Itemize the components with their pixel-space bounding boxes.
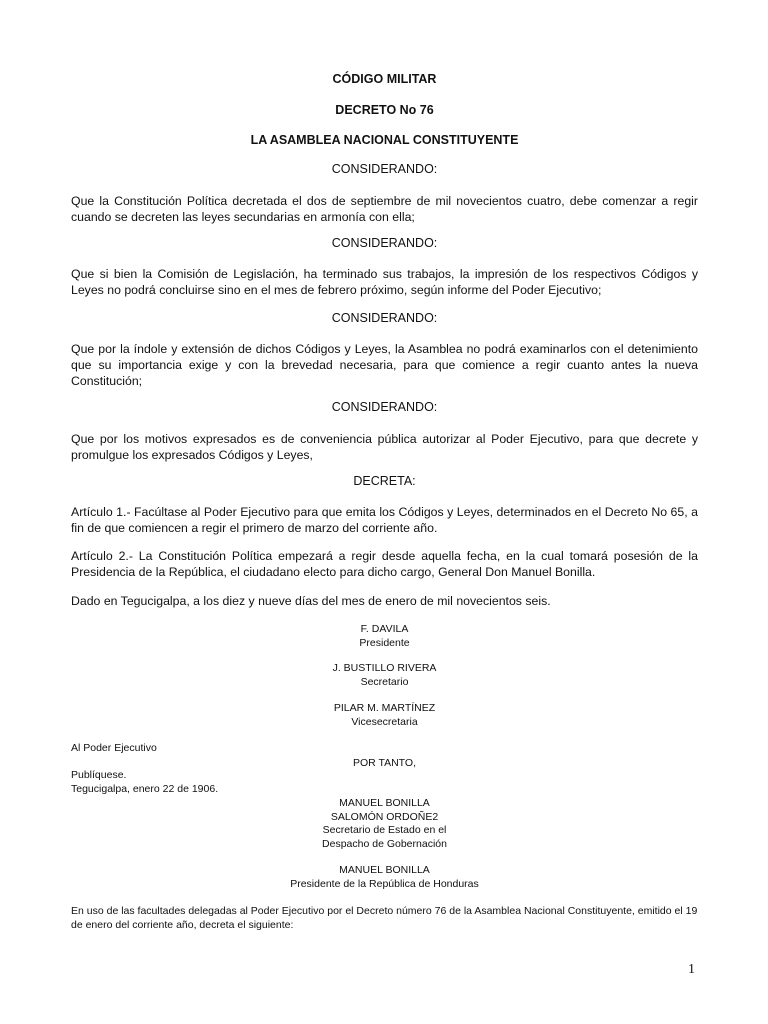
considerando-heading: CONSIDERANDO: [331,311,438,325]
signatory-role: Vicesecretaria [351,715,418,728]
document-title: CÓDIGO MILITAR [332,72,437,86]
signature-block [71,623,698,650]
article-paragraph: Artículo 1.- Facúltase al Poder Ejecutivo para que emita los Códigos y Leyes, determinados en el Decreto No 65, a fin de que comiencen a regir el primero de marzo del corriente año. [71,505,698,535]
considerando-heading: CONSIDERANDO: [331,236,438,250]
considerando-paragraph: Que la Constitución Política decretada el dos de septiembre de mil novecientos cuatro, debe comenzar a regir cuando se decreten las leyes secundarias en armonía con ella; [71,194,698,224]
minister-role: Secretario de Estado en el [322,824,447,836]
closing-paragraph: En uso de las facultades delegadas al Poder Ejecutivo por el Decreto número 76 de la Asamblea Nacional Constituyente, emitido el 19 de enero del corriente año, decreta el siguiente: [71,905,698,931]
considerando-paragraph: Que por la índole y extensión de dichos Códigos y Leyes, la Asamblea no podrá examinarlos con el detenimiento que su importancia exige y con la brevedad necesaria, para que comience a regir cuanto antes la nueva Constitución; [71,342,698,388]
signatory-name: MANUEL BONILLA [339,797,430,809]
page-number: 1 [688,962,695,977]
por-tanto-line [71,757,698,771]
signature-block [71,662,698,689]
al-poder-line: Al Poder Ejecutivo [71,742,157,754]
considerando-heading: CONSIDERANDO: [331,162,438,176]
considerando-heading: CONSIDERANDO: [331,400,438,414]
executive-signature-block [71,797,698,851]
por-tanto-text: POR TANTO, [352,757,416,769]
publiquese-line: Publíquese. [71,769,127,781]
considerando-paragraph: Que si bien la Comisión de Legislación, ha terminado sus trabajos, la impresión de los respectivos Códigos y Leyes no podrá concluirse sino en el mes de febrero próximo, según informe del Poder Ejecutivo; [71,267,698,297]
dado-paragraph: Dado en Tegucigalpa, a los diez y nueve días del mes de enero de mil novecientos seis. [71,594,551,608]
signatory-name: MANUEL BONILLA [339,864,430,876]
decreta-heading: DECRETA: [353,474,416,488]
signatory-role: Presidente de la República de Honduras [290,877,479,890]
article-paragraph: Artículo 2.- La Constitución Política empezará a regir desde aquella fecha, en la cual tomará posesión de la Presidencia de la República, el ciudadano electo para dicho cargo, General Don Manuel Bonilla. [71,549,698,579]
minister-role: Despacho de Gobernación [322,837,447,850]
issuer-heading: LA ASAMBLEA NACIONAL CONSTITUYENTE [250,133,519,147]
signatory-name: F. DAVILA [360,623,409,635]
considerando-paragraph: Que por los motivos expresados es de conveniencia pública autorizar al Poder Ejecutivo, para que decrete y promulgue los expresados Códigos y Leyes, [71,432,698,462]
signatory-name: PILAR M. MARTÍNEZ [333,702,436,714]
signatory-name: J. BUSTILLO RIVERA [332,662,437,674]
minister-name: SALOMÓN ORDOÑE2 [330,810,439,823]
signature-block [71,702,698,729]
decree-number: DECRETO No 76 [335,103,434,117]
signatory-role: Secretario [360,675,409,688]
place-date-line: Tegucigalpa, enero 22 de 1906. [71,783,219,795]
president-signature-block [71,864,698,891]
signatory-role: Presidente [359,636,410,649]
